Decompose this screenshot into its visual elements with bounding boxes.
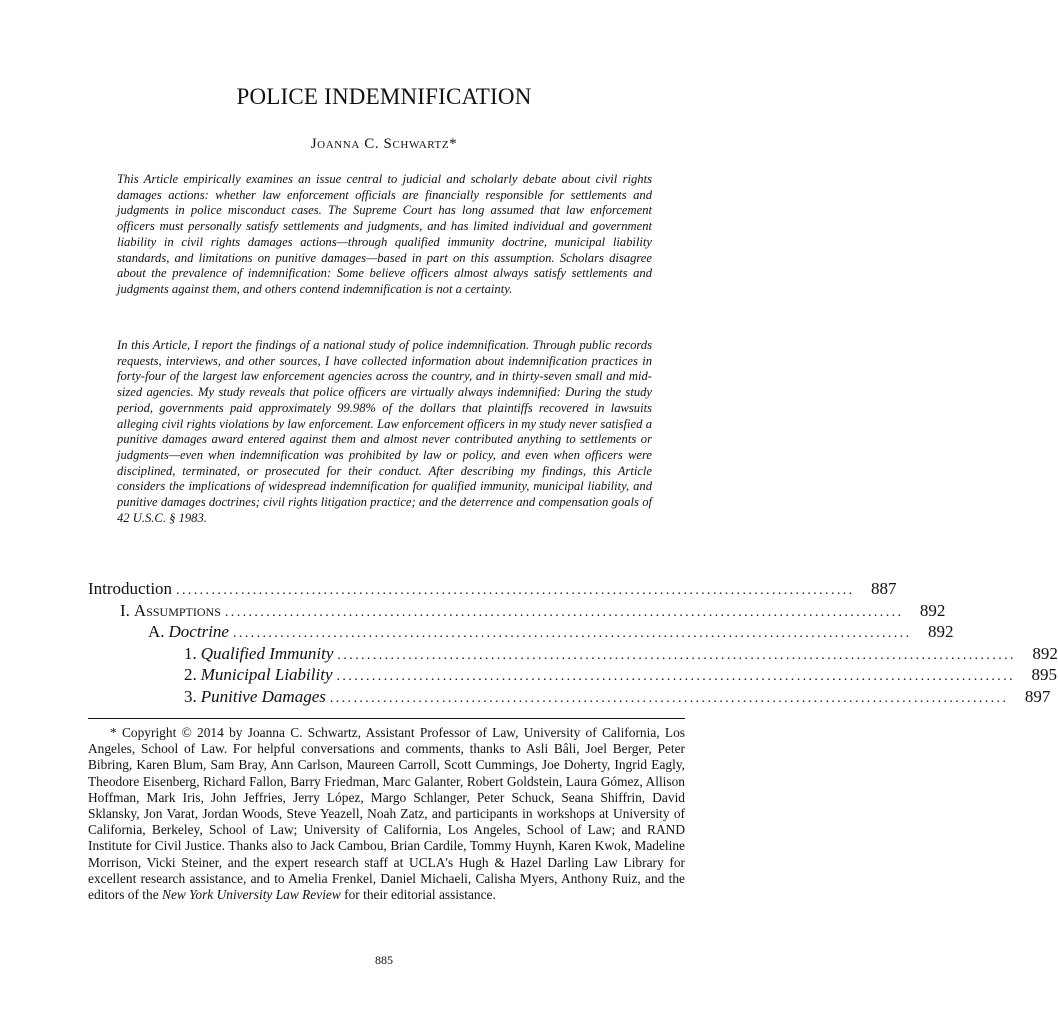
toc-entry-page: 897 [1024, 686, 1051, 706]
footnote-text: * Copyright © 2014 by Joanna C. Schwartz, Assistant Professor of Law, University of California, Los Angeles, School of Law. For helpful conversations and comments, thanks to Asli Bâli, Joel Berger, Peter Bibring, Karen Blum, Sam Bray, Ann Carlson, Maureen Carroll, Scott Cummings, Joe Doherty, Ingrid Eagly, Theodore Eisenberg, Richard Fallon, Barry Friedman, Marc Galanter, Robert Goldstein, Laura Gómez, Allison Hoffman, Mark Iris, John Jeffries, Jerry López, Margo Schlanger, Peter Schuck, Seana Shiffrin, David Sklansky, Jon Varat, Jordan Woods, Steve Yeazell, Noah Zatz, and participants in workshops at University of California, Berkeley, School of Law; University of California, Los Angeles, School of Law; and RAND Institute for Civil Justice. Thanks also to Jack Cambou, Brian Cardile, Tommy Huynh, Karen Kwok, Madeline Morrison, Vicki Steiner, and the expert research staff at UCLA's Hugh & Hazel Darling Law Library for excellent research assistance, and to Amelia Frenkel, Daniel Michaeli, Calisha Myers, Anthony Ruiz, and the editors of the [88, 725, 685, 903]
toc-entry-qualified-immunity[interactable] [88, 643, 1058, 666]
toc-leader: ................................................................................................................... [232, 626, 912, 642]
footnote-journal-title: New York University Law Review [162, 887, 341, 903]
toc-entry-page: 892 [919, 600, 946, 620]
toc-entry-label: Qualified Immunity [200, 643, 334, 663]
toc-entry-municipal-liability[interactable] [88, 665, 1057, 687]
toc-leader: ................................................................................................................... [337, 647, 1016, 663]
toc-entry-number: I. [120, 600, 130, 620]
author-footnote [88, 725, 685, 903]
toc-entry-label: Assumptions [133, 600, 221, 620]
footnote-text-end: for their editorial assistance. [340, 887, 496, 903]
toc-leader: ................................................................................................................... [336, 669, 1015, 685]
toc-entry-label: Punitive Damages [200, 686, 326, 706]
toc-entry-page: 892 [927, 622, 954, 642]
toc-entry-assumptions[interactable] [88, 600, 946, 623]
toc-entry-label: Doctrine [168, 622, 229, 642]
toc-leader: ................................................................................................................... [176, 583, 855, 598]
abstract-paragraph-2: In this Article, I report the findings of a national study of police indemnification. Through public records requests, interviews, and other sources, I have collected information about indemnification practices in forty-four of the largest law enforcement agencies across the country, and in thirty-seven small and mid-sized agencies. My study reveals that police officers are virtually always indemnified: During the study period, governments paid approximately 99.98% of the dollars that plaintiffs recovered in lawsuits alleging civil rights violations by law enforcement. Law enforcement officers in my study never satisfied a punitive damages award entered against them and almost never contributed anything to settlements or judgments—even when indemnification was prohibited by law or policy, and even when officers were disciplined, terminated, or prosecuted for their conduct. After describing my findings, this Article considers the implications of widespread indemnification for qualified immunity, municipal liability, and punitive damages doctrines; civil rights litigation practice; and the deterrence and compensation goals of 42 U.S.C. § 1983. [117, 338, 652, 525]
toc-entry-punitive-damages[interactable] [88, 686, 1051, 709]
footnote-separator [88, 718, 685, 719]
toc-entry-label: Introduction [88, 579, 173, 598]
toc-entry-page: 887 [871, 579, 897, 598]
author-name: Joanna C. Schwartz* [310, 136, 458, 152]
toc-leader: ................................................................................................................... [329, 690, 1009, 706]
toc-entry-doctrine[interactable] [88, 622, 954, 644]
toc-entry-label: Municipal Liability [200, 665, 333, 685]
table-of-contents [88, 579, 1058, 709]
page-number: 885 [375, 953, 393, 967]
toc-leader: ................................................................................................................... [224, 604, 904, 620]
toc-entry-page: 892 [1032, 643, 1058, 663]
toc-entry-page: 895 [1031, 665, 1057, 685]
toc-entry-number: A. [148, 622, 165, 642]
toc-entry-number: 2. [184, 665, 197, 685]
toc-entry-number: 3. [184, 686, 197, 706]
toc-entry-introduction[interactable] [88, 579, 897, 601]
abstract-paragraph-1: This Article empirically examines an issue central to judicial and scholarly debate about civil rights damages actions: whether law enforcement officials are financially responsible for settlements and judgments in police misconduct cases. The Supreme Court has long assumed that law enforcement officers must personally satisfy settlements and judgments, and has limited individual and government liability in civil rights damages actions—through qualified immunity doctrine, municipal liability standards, and limitations on punitive damages—based in part on this assumption. Scholars disagree about the prevalence of indemnification: Some believe officers almost always satisfy settlements and judgments against them, and others contend indemnification is not a certainty. [117, 172, 652, 296]
toc-entry-number: 1. [184, 643, 197, 663]
article-title: POLICE INDEMNIFICATION [236, 84, 532, 109]
